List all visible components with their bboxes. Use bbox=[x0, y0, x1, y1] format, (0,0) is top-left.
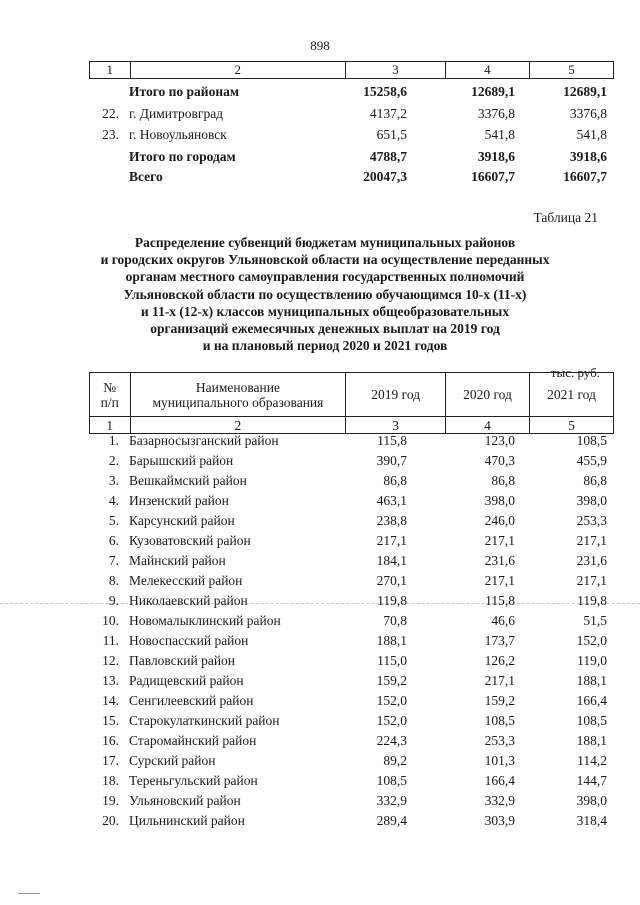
value-2019: 4137,2 bbox=[369, 106, 407, 121]
table-row bbox=[89, 533, 614, 553]
row-name: Ульяновский район bbox=[129, 793, 241, 808]
table-row bbox=[89, 513, 614, 533]
value-2021: 152,0 bbox=[576, 633, 607, 648]
value-2020: 217,1 bbox=[484, 573, 515, 588]
col-number-2: 2 bbox=[130, 62, 345, 79]
row-number: 15. bbox=[102, 713, 119, 728]
table-title bbox=[70, 234, 580, 354]
value-2020: 470,3 bbox=[484, 453, 515, 468]
value-2019: 217,1 bbox=[376, 533, 407, 548]
row-name: Новоспасский район bbox=[129, 633, 249, 648]
col-number-2: 2 bbox=[130, 417, 346, 434]
row-name: Итого по районам bbox=[129, 84, 240, 99]
row-name: г. Новоульяновск bbox=[129, 127, 227, 142]
row-name: Базарносызганский район bbox=[129, 433, 279, 448]
col-number-5: 5 bbox=[529, 62, 613, 79]
title-line: и городских округов Ульяновской области на осуществление переданных bbox=[100, 252, 550, 268]
row-name: Инзенский район bbox=[129, 493, 229, 508]
value-2019: 332,9 bbox=[376, 793, 407, 808]
row-name: Радищевский район bbox=[129, 673, 244, 688]
row-name: Сурский район bbox=[129, 753, 216, 768]
value-2021: 3918,6 bbox=[569, 149, 607, 164]
value-2019: 238,8 bbox=[376, 513, 407, 528]
col-number-4: 4 bbox=[446, 417, 530, 434]
title-line: и на плановый период 2020 и 2021 годов bbox=[202, 338, 448, 354]
value-2019: 270,1 bbox=[376, 573, 407, 588]
header-name: Наименование муниципального образования bbox=[130, 373, 346, 417]
value-2020: 123,0 bbox=[484, 433, 515, 448]
value-2019: 159,2 bbox=[376, 673, 407, 688]
value-2020: 173,7 bbox=[484, 633, 515, 648]
row-number: 14. bbox=[102, 693, 119, 708]
value-2019: 108,5 bbox=[376, 773, 407, 788]
row-number: 20. bbox=[102, 813, 119, 828]
row-number: 1. bbox=[108, 433, 119, 448]
value-2021: 188,1 bbox=[576, 673, 607, 688]
value-2021: 398,0 bbox=[576, 493, 607, 508]
row-number: 22. bbox=[102, 106, 119, 121]
col-number-5: 5 bbox=[529, 417, 613, 434]
row-number: 17. bbox=[102, 753, 119, 768]
row-name: Барышский район bbox=[129, 453, 234, 468]
table-row bbox=[89, 573, 614, 593]
row-number: 11. bbox=[102, 633, 119, 648]
header-number: № п/п bbox=[90, 373, 131, 417]
value-2021: 188,1 bbox=[576, 733, 607, 748]
title-line: организаций ежемесячных денежных выплат на 2019 год bbox=[150, 321, 500, 337]
value-2021: 119,0 bbox=[577, 653, 607, 668]
value-2019: 115,0 bbox=[377, 653, 407, 668]
row-name: Павловский район bbox=[129, 653, 236, 668]
value-2021: 114,2 bbox=[577, 753, 607, 768]
col-number-1: 1 bbox=[90, 62, 131, 79]
row-name: Мелекесский район bbox=[129, 573, 243, 588]
table-header bbox=[89, 372, 614, 434]
value-2019: 15258,6 bbox=[363, 84, 407, 99]
value-2020: 253,3 bbox=[484, 733, 515, 748]
value-2021: 119,8 bbox=[577, 593, 607, 608]
value-2020: 398,0 bbox=[484, 493, 515, 508]
continuation-column-numbers bbox=[89, 61, 614, 79]
col-number-3: 3 bbox=[346, 417, 446, 434]
header-2019: 2019 год bbox=[346, 373, 446, 417]
value-2020: 246,0 bbox=[484, 513, 515, 528]
row-name: Майнский район bbox=[129, 553, 226, 568]
value-2021: 108,5 bbox=[576, 713, 607, 728]
value-2021: 217,1 bbox=[576, 573, 607, 588]
table-row bbox=[89, 673, 614, 693]
value-2020: 3918,6 bbox=[477, 149, 515, 164]
row-number: 12. bbox=[102, 653, 119, 668]
value-2021: 398,0 bbox=[576, 793, 607, 808]
title-line: Распределение субвенций бюджетам муниципальных районов bbox=[134, 235, 516, 250]
row-number: 5. bbox=[108, 513, 119, 528]
row-number: 6. bbox=[108, 533, 119, 548]
value-2021: 108,5 bbox=[576, 433, 607, 448]
table-row bbox=[89, 633, 614, 653]
row-number: 10. bbox=[102, 613, 119, 628]
value-2021: 318,4 bbox=[576, 813, 607, 828]
row-number: 9. bbox=[108, 593, 119, 608]
value-2020: 12689,1 bbox=[471, 84, 515, 99]
row-name: Сенгилеевский район bbox=[129, 693, 254, 708]
page-number: 898 bbox=[310, 38, 330, 53]
row-number: 7. bbox=[108, 553, 119, 568]
value-2021: 144,7 bbox=[576, 773, 607, 788]
value-2021: 3376,8 bbox=[569, 106, 607, 121]
table-row bbox=[89, 693, 614, 713]
value-2020: 115,8 bbox=[485, 593, 515, 608]
value-2020: 126,2 bbox=[484, 653, 515, 668]
row-name: Тереньгульский район bbox=[129, 773, 258, 788]
row-name: Старокулаткинский район bbox=[129, 713, 280, 728]
row-name: Итого по городам bbox=[129, 149, 236, 164]
value-2020: 217,1 bbox=[484, 533, 515, 548]
row-number: 13. bbox=[102, 673, 119, 688]
row-number: 19. bbox=[102, 793, 119, 808]
row-name: Кузоватовский район bbox=[129, 533, 251, 548]
value-2019: 152,0 bbox=[376, 693, 407, 708]
value-2021: 51,5 bbox=[583, 613, 607, 628]
row-number: 16. bbox=[102, 733, 119, 748]
value-2020: 231,6 bbox=[484, 553, 515, 568]
table-label: Таблица 21 bbox=[533, 210, 598, 225]
table-row bbox=[89, 493, 614, 513]
table-row bbox=[89, 653, 614, 673]
value-2019: 224,3 bbox=[376, 733, 407, 748]
row-number: 2. bbox=[108, 453, 119, 468]
header-2021: 2021 год bbox=[529, 373, 613, 417]
value-2020: 541,8 bbox=[484, 127, 515, 142]
row-name: Вешкаймский район bbox=[129, 473, 247, 488]
title-line: органам местного самоуправления государственных полномочий bbox=[125, 269, 525, 285]
value-2019: 188,1 bbox=[376, 633, 407, 648]
value-2021: 12689,1 bbox=[563, 84, 607, 99]
row-name: Всего bbox=[129, 169, 163, 184]
value-2021: 253,3 bbox=[576, 513, 607, 528]
value-2020: 3376,8 bbox=[477, 106, 515, 121]
value-2019: 651,5 bbox=[376, 127, 407, 142]
value-2019: 86,8 bbox=[383, 473, 407, 488]
value-2019: 4788,7 bbox=[369, 149, 407, 164]
scan-artifact-mark bbox=[18, 893, 40, 894]
value-2019: 119,8 bbox=[377, 593, 407, 608]
table-row bbox=[89, 753, 614, 773]
row-name: Старомайнский район bbox=[129, 733, 257, 748]
units-label: тыс. руб. bbox=[550, 365, 600, 380]
value-2020: 46,6 bbox=[491, 613, 515, 628]
col-number-4: 4 bbox=[445, 62, 529, 79]
row-name: Цильнинский район bbox=[129, 813, 245, 828]
table-row bbox=[89, 793, 614, 813]
value-2021: 217,1 bbox=[576, 533, 607, 548]
table-row bbox=[89, 453, 614, 473]
value-2019: 463,1 bbox=[376, 493, 407, 508]
value-2021: 541,8 bbox=[576, 127, 607, 142]
value-2020: 86,8 bbox=[491, 473, 515, 488]
table-row bbox=[89, 473, 614, 493]
value-2019: 152,0 bbox=[376, 713, 407, 728]
table-row bbox=[89, 613, 614, 633]
value-2021: 16607,7 bbox=[563, 169, 607, 184]
table-row bbox=[89, 733, 614, 753]
row-name: Николаевский район bbox=[129, 593, 248, 608]
row-name: г. Димитровград bbox=[129, 106, 224, 121]
row-name: Карсунский район bbox=[129, 513, 235, 528]
value-2019: 20047,3 bbox=[363, 169, 407, 184]
row-name: Новомалыклинский район bbox=[129, 613, 281, 628]
value-2020: 16607,7 bbox=[471, 169, 515, 184]
title-line: Ульяновской области по осуществлению обучающимся 10-х (11-х) bbox=[123, 286, 527, 302]
row-number: 23. bbox=[102, 127, 119, 142]
value-2020: 108,5 bbox=[484, 713, 515, 728]
value-2021: 455,9 bbox=[576, 453, 607, 468]
value-2021: 86,8 bbox=[583, 473, 607, 488]
table-row bbox=[89, 593, 614, 613]
value-2021: 231,6 bbox=[576, 553, 607, 568]
value-2021: 166,4 bbox=[576, 693, 607, 708]
table-row bbox=[89, 553, 614, 573]
header-2020: 2020 год bbox=[446, 373, 530, 417]
value-2020: 332,9 bbox=[484, 793, 515, 808]
table-row bbox=[89, 813, 614, 833]
value-2019: 390,7 bbox=[376, 453, 407, 468]
table-row bbox=[89, 773, 614, 793]
value-2019: 184,1 bbox=[376, 553, 407, 568]
value-2020: 303,9 bbox=[484, 813, 515, 828]
table-row bbox=[89, 433, 614, 453]
row-number: 18. bbox=[102, 773, 119, 788]
title-line: и 11-х (12-х) классов муниципальных общеобразовательных bbox=[140, 303, 510, 319]
value-2020: 101,3 bbox=[484, 753, 515, 768]
value-2019: 70,8 bbox=[383, 613, 407, 628]
table-row bbox=[89, 713, 614, 733]
value-2020: 166,4 bbox=[484, 773, 515, 788]
value-2020: 159,2 bbox=[484, 693, 515, 708]
value-2019: 115,8 bbox=[377, 433, 407, 448]
value-2020: 217,1 bbox=[484, 673, 515, 688]
col-number-1: 1 bbox=[90, 417, 131, 434]
row-number: 3. bbox=[108, 473, 119, 488]
value-2019: 289,4 bbox=[376, 813, 407, 828]
col-number-3: 3 bbox=[346, 62, 446, 79]
row-number: 8. bbox=[108, 573, 119, 588]
value-2019: 89,2 bbox=[383, 753, 407, 768]
row-number: 4. bbox=[108, 493, 119, 508]
